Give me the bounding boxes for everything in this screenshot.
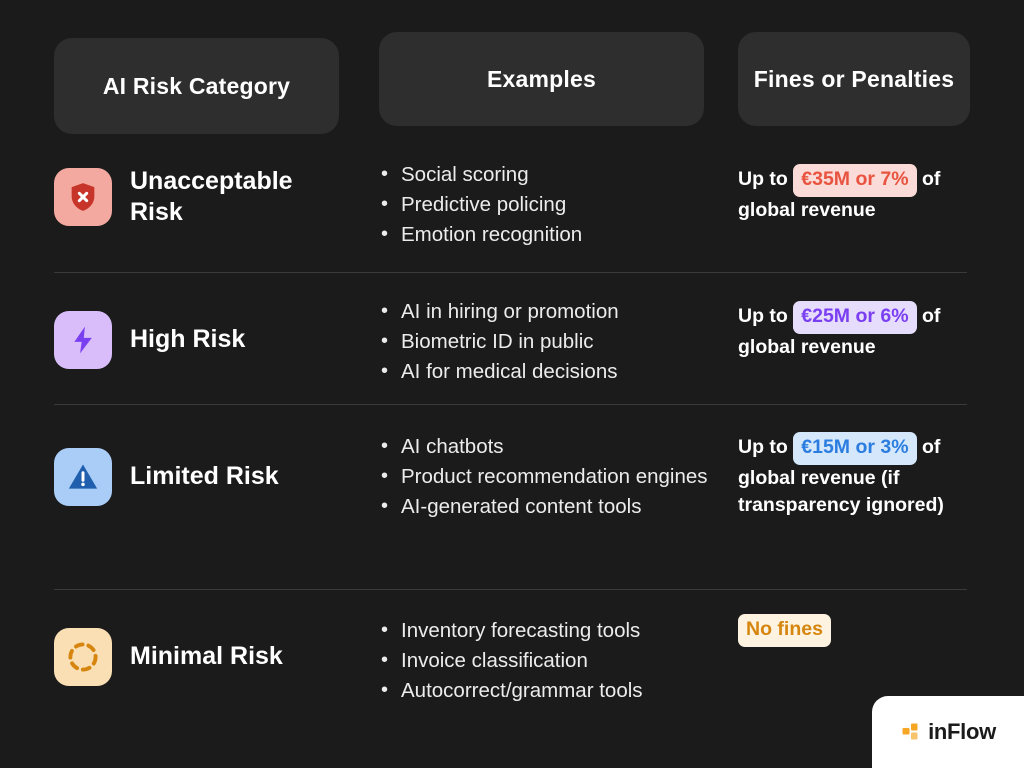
examples-cell — [379, 160, 729, 250]
table-header-row — [54, 32, 970, 134]
inflow-logo-text: inFlow — [928, 719, 996, 744]
examples-cell — [379, 432, 729, 522]
fines-cell — [738, 432, 988, 520]
fine-suffix: of global revenue — [738, 305, 941, 358]
risk-category-label: High Risk — [130, 325, 246, 354]
row-divider — [54, 404, 967, 405]
examples-cell — [379, 297, 729, 387]
risk-category-label: Limited Risk — [130, 462, 279, 491]
fines-cell — [738, 614, 988, 647]
list-item: • AI for medical decisions — [379, 357, 729, 387]
examples-cell — [379, 616, 729, 706]
list-item: • AI-generated content tools — [379, 492, 729, 522]
table-row — [54, 428, 970, 563]
shield-x-icon — [54, 168, 112, 226]
fines-cell — [738, 301, 988, 361]
risk-category-label: Minimal Risk — [130, 642, 283, 671]
fine-amount-badge: €25M or 6% — [793, 301, 916, 334]
risk-category-cell — [54, 448, 354, 506]
inflow-logo-mark-icon — [900, 721, 922, 743]
fine-amount-badge: No fines — [738, 614, 831, 647]
table-row — [54, 297, 970, 392]
table-row — [54, 160, 970, 255]
row-divider — [54, 589, 967, 590]
lightning-bolt-icon — [54, 311, 112, 369]
list-item: • Emotion recognition — [379, 220, 729, 250]
list-item: • AI in hiring or promotion — [379, 297, 729, 327]
list-item: • Predictive policing — [379, 190, 729, 220]
dashed-circle-icon — [54, 628, 112, 686]
fine-prefix: Up to — [738, 305, 788, 327]
risk-category-cell — [54, 166, 354, 229]
column-header-category: AI Risk Category — [54, 38, 339, 134]
fine-prefix: Up to — [738, 436, 788, 458]
fine-suffix: of global revenue — [738, 168, 941, 221]
row-divider — [54, 272, 967, 273]
risk-category-label: Unacceptable Risk — [130, 167, 293, 227]
list-item: • Biometric ID in public — [379, 327, 729, 357]
fine-prefix: Up to — [738, 168, 788, 190]
list-item: • Autocorrect/grammar tools — [379, 676, 729, 706]
fines-cell — [738, 164, 988, 224]
fine-amount-badge: €35M or 7% — [793, 164, 916, 197]
warning-triangle-icon — [54, 448, 112, 506]
table-row — [54, 612, 970, 712]
list-item: • Social scoring — [379, 160, 729, 190]
column-header-examples: Examples — [379, 32, 704, 126]
list-item: • Inventory forecasting tools — [379, 616, 729, 646]
list-item: • AI chatbots — [379, 432, 729, 462]
risk-category-cell — [54, 311, 354, 369]
list-item: • Product recommendation engines — [379, 462, 729, 492]
fine-suffix: of global revenue (if transparency ignored) — [738, 436, 944, 517]
fine-amount-badge: €15M or 3% — [793, 432, 916, 465]
column-header-fines: Fines or Penalties — [738, 32, 970, 126]
inflow-logo — [872, 696, 1024, 768]
list-item: • Invoice classification — [379, 646, 729, 676]
risk-category-cell — [54, 628, 354, 686]
